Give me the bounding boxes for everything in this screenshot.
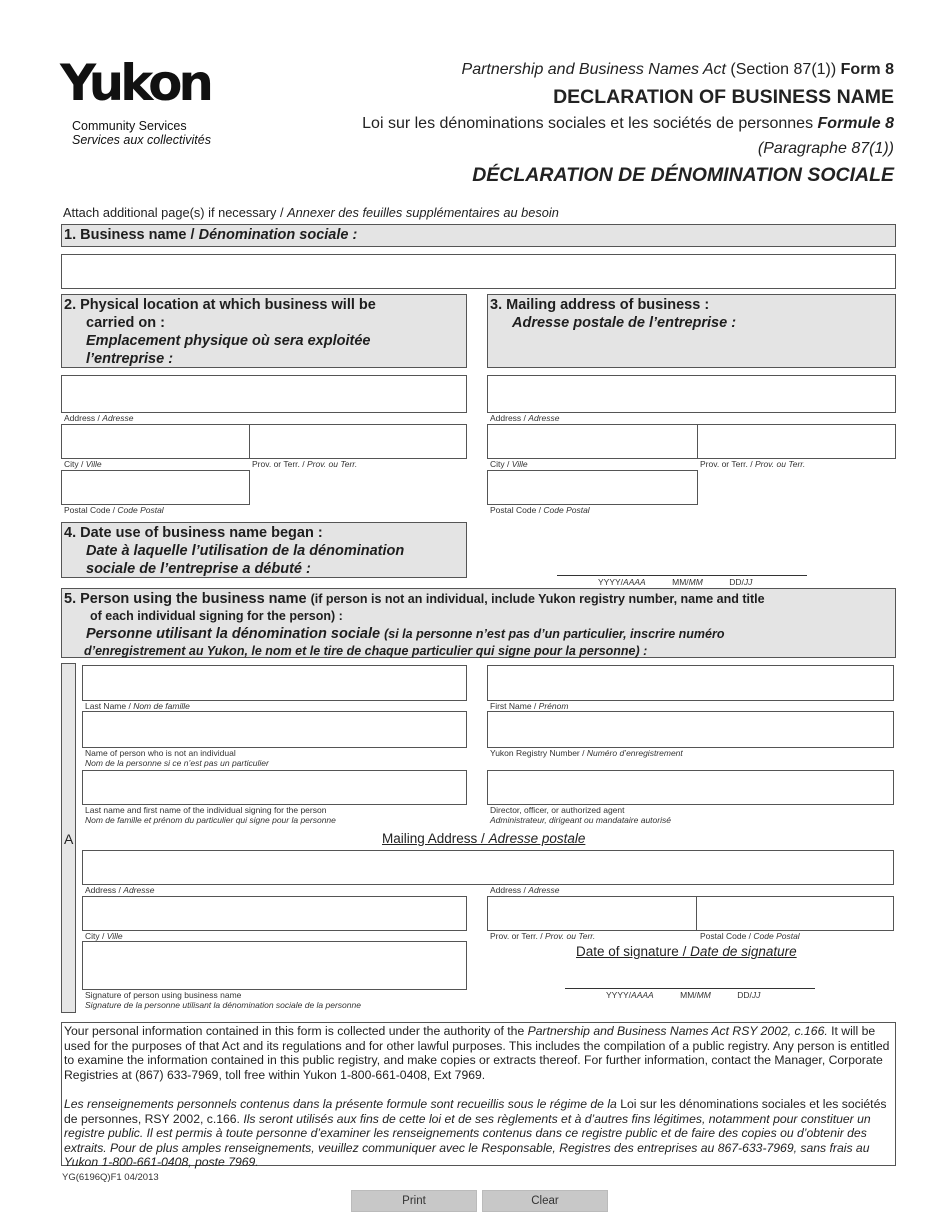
section-1-header: 1. Business name / Dénomination sociale : [61,224,896,247]
caption-first-name: First Name / Prénom [490,701,569,711]
physical-prov-field[interactable] [249,424,467,459]
section-5-header: 5. Person using the business name (if person is not an individual, include Yukon registry number, name and title of each individual signing for the person) : Personne utilisant la dénomination sociale (si la personne n’est pas d’un particulier, inscrire numéro d’enregistrement au Yukon, le nom et le tire de chaque particulier qui signe pour la personne) : [61,588,896,658]
physical-city-field[interactable] [61,424,250,459]
yukon-logo [58,54,228,150]
physical-address-field[interactable] [61,375,467,413]
logo-subtitle-fr: Services aux collectivités [72,133,211,147]
person-city-field[interactable] [82,896,467,931]
date-of-signature-field[interactable] [565,988,815,989]
non-individual-name-field[interactable] [82,711,467,748]
side-tab-label: A [64,831,74,847]
person-address-field[interactable] [82,850,894,885]
privacy-notice-fr: Les renseignements personnels contenus dans la présente formule sont recueillis sous le régime de la Loi sur les dénominations sociales et les sociétés de personnes, RSY 2002, c.166. Ils seront utilisés aux fins de cette loi et de ses règlements et à d’autres fins légitimes, notamment pour constituer un registre public. Il est permis à toute personne d’examiner les renseignements contenus dans ce registre public et de faire des copies ou d’obtenir des extraits. Pour de plus amples renseignements, veuillez communiquer avec le Responsable, Registres des entreprises au 867-633-7969, sans frais au Yukon 1-800-661-0408, poste 7969. [64,1096,887,1170]
caption-postal: Postal Code / Code Postal [700,931,800,941]
caption-postal: Postal Code / Code Postal [64,505,164,515]
date-began-field[interactable] [557,575,807,576]
logo-subtitle-en: Community Services [72,119,187,133]
person-postal-field[interactable] [696,896,894,931]
clear-button[interactable]: Clear [482,1190,608,1212]
date-signature-format: YYYY/AAAA MM/MM DD/JJ [606,990,761,1000]
caption-last-name: Last Name / Nom de famille [85,701,190,711]
attach-note: Attach additional page(s) if necessary / Annexer des feuilles supplémentaires au besoin [63,205,559,220]
first-name-field[interactable] [487,665,894,701]
form-title-fr: DÉCLARATION DE DÉNOMINATION SOCIALE [472,164,894,186]
caption-address: Address / Adresse [64,413,134,423]
business-name-field[interactable] [61,254,896,289]
section-2-header: 2. Physical location at which business will be carried on : Emplacement physique où sera exploitée l’entreprise : [61,294,467,368]
caption-prov: Prov. or Terr. / Prov. ou Terr. [700,459,806,469]
header-act-fr: Loi sur les dénominations sociales et les sociétés de personnes Formule 8 [362,115,894,132]
caption-city: City / Ville [85,931,123,941]
form-title-en: DECLARATION OF BUSINESS NAME [553,86,894,108]
signature-field[interactable] [82,941,467,990]
caption-non-individual: Name of person who is not an individual Nom de la personne si ce n’est pas un particulier [85,748,269,768]
last-name-field[interactable] [82,665,467,701]
form-code: YG(6196Q)F1 04/2013 [62,1172,159,1183]
privacy-notice [61,1022,896,1170]
print-button[interactable]: Print [351,1190,477,1212]
mailing-address-field[interactable] [487,375,896,413]
caption-prov: Prov. or Terr. / Prov. ou Terr. [252,459,358,469]
person-prov-field[interactable] [487,896,697,931]
director-field[interactable] [487,770,894,805]
caption-signature: Signature of person using business name Signature de la personne utilisant la dénomination sociale de la personne [85,990,361,1010]
caption-city: City / Ville [490,459,528,469]
mailing-address-heading: Mailing Address / Adresse postale [382,831,586,846]
caption-city: City / Ville [64,459,102,469]
date-of-signature-heading: Date of signature / Date de signature [576,944,797,959]
caption-registry: Yukon Registry Number / Numéro d’enregistrement [490,748,683,758]
mailing-prov-field[interactable] [697,424,896,459]
mailing-postal-field[interactable] [487,470,698,505]
caption-signer: Last name and first name of the individual signing for the person Nom de famille et prénom du particulier qui signe pour la personne [85,805,336,825]
registry-number-field[interactable] [487,711,894,748]
caption-address: Address / Adresse [490,885,560,895]
mailing-city-field[interactable] [487,424,698,459]
privacy-notice-en: Your personal information contained in this form is collected under the authority of the Partnership and Business Names Act RSY 2002, c.166. It will be used for the purposes of that Act and its regulations and for other lawful purposes. This includes the compilation of a public registry. Any person is entitled to examine the information contained in this public registry, and make copies or extracts thereof. For further information, contact the Manager, Corporate Registries at (867) 633-7969, toll free within Yukon 1-800-661-0408, Ext 7969. [64,1024,890,1082]
section-3-header: 3. Mailing address of business : Adresse postale de l’entreprise : [487,294,896,368]
header-act-en: Partnership and Business Names Act (Section 87(1)) Form 8 [461,61,894,78]
caption-address: Address / Adresse [490,413,560,423]
signer-name-field[interactable] [82,770,467,805]
physical-postal-field[interactable] [61,470,250,505]
section-4-header: 4. Date use of business name began : Date à laquelle l’utilisation de la dénomination sociale de l’entreprise a débuté : [61,522,467,578]
header-section-fr: (Paragraphe 87(1)) [757,140,894,157]
logo-wordmark: Yukon [60,54,211,112]
caption-address: Address / Adresse [85,885,155,895]
date-began-format: YYYY/AAAA MM/MM DD/JJ [598,577,753,587]
caption-prov: Prov. or Terr. / Prov. ou Terr. [490,931,596,941]
caption-postal: Postal Code / Code Postal [490,505,590,515]
caption-director: Director, officer, or authorized agent Administrateur, dirigeant ou mandataire autorisé [490,805,671,825]
